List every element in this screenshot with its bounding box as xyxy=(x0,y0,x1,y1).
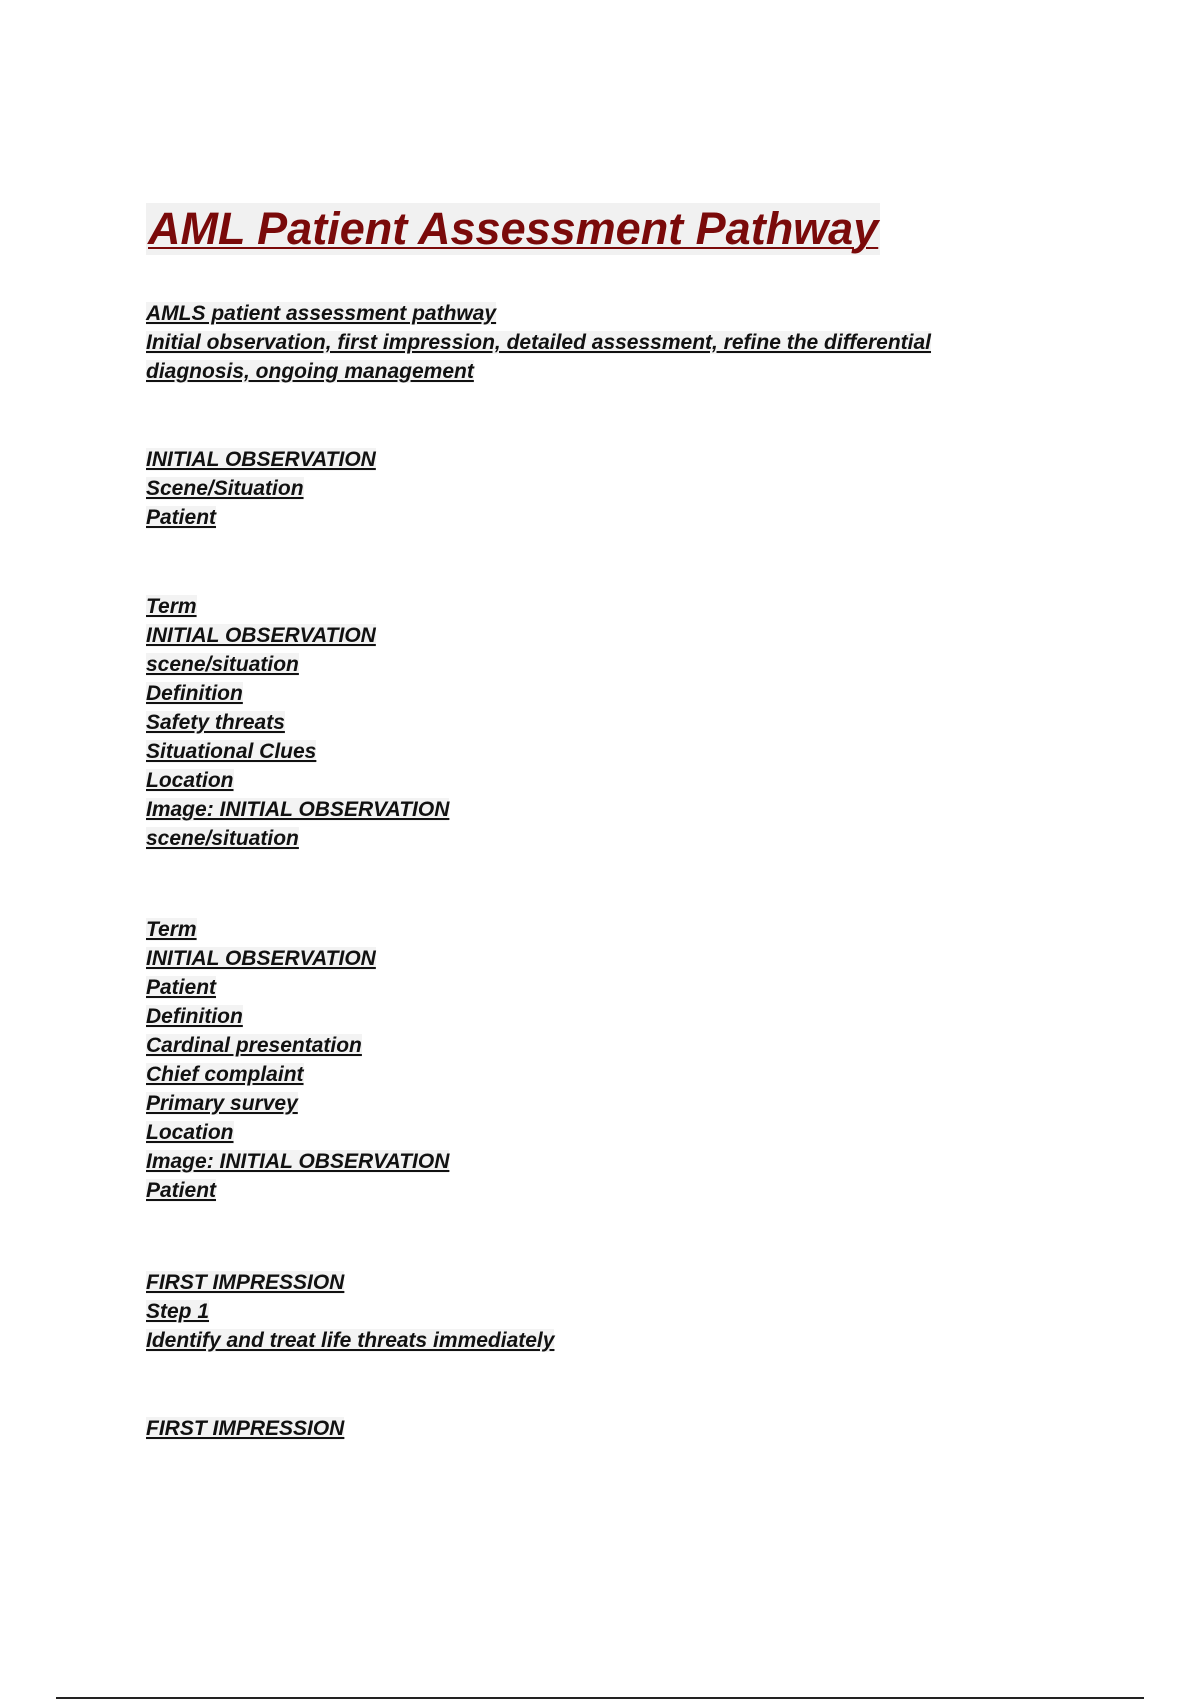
intro-heading: AMLS patient assessment pathway xyxy=(146,302,497,325)
section-first-impression-continued xyxy=(146,1414,344,1443)
step-description: Identify and treat life threats immediately xyxy=(146,1329,555,1352)
image-caption: scene/situation xyxy=(146,827,299,850)
term-card-patient xyxy=(146,915,449,1205)
intro-block xyxy=(146,299,931,386)
definition-item: Cardinal presentation xyxy=(146,1034,362,1057)
term-card-scene xyxy=(146,592,449,853)
term-subheading: Patient xyxy=(146,976,217,999)
term-subheading: scene/situation xyxy=(146,653,299,676)
intro-line: diagnosis, ongoing management xyxy=(146,360,474,383)
term-heading: INITIAL OBSERVATION xyxy=(146,624,376,647)
location-label: Location xyxy=(146,769,234,792)
section-heading: INITIAL OBSERVATION xyxy=(146,448,376,471)
location-label: Location xyxy=(146,1121,234,1144)
definition-label: Definition xyxy=(146,1005,243,1028)
definition-label: Definition xyxy=(146,682,243,705)
definition-item: Chief complaint xyxy=(146,1063,304,1086)
image-label: Image: INITIAL OBSERVATION xyxy=(146,1150,450,1173)
definition-item: Safety threats xyxy=(146,711,285,734)
section-heading: FIRST IMPRESSION xyxy=(146,1271,345,1294)
section-heading: FIRST IMPRESSION xyxy=(146,1417,345,1440)
term-heading: INITIAL OBSERVATION xyxy=(146,947,376,970)
term-label: Term xyxy=(146,595,197,618)
definition-item: Situational Clues xyxy=(146,740,317,763)
intro-line: Initial observation, first impression, detailed assessment, refine the differential xyxy=(146,331,932,354)
document-title: AML Patient Assessment Pathway xyxy=(148,203,879,254)
definition-item: Primary survey xyxy=(146,1092,298,1115)
section-item: Scene/Situation xyxy=(146,477,304,500)
term-label: Term xyxy=(146,918,197,941)
section-first-impression xyxy=(146,1268,554,1355)
image-label: Image: INITIAL OBSERVATION xyxy=(146,798,450,821)
section-item: Patient xyxy=(146,506,217,529)
footer-divider xyxy=(56,1697,1144,1699)
image-caption: Patient xyxy=(146,1179,217,1202)
section-initial-observation xyxy=(146,445,376,532)
step-label: Step 1 xyxy=(146,1300,210,1323)
